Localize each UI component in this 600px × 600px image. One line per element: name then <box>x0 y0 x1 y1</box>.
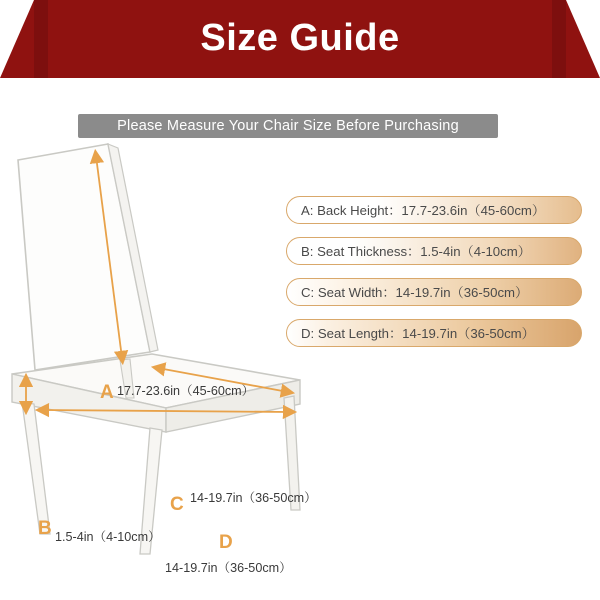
measure-instruction-banner: Please Measure Your Chair Size Before Purchasing <box>78 114 498 138</box>
label-value-seat-length: 14-19.7in（36-50cm） <box>165 561 292 575</box>
label-letter-d: D <box>219 532 233 553</box>
label-value-seat-thickness: 1.5-4in（4-10cm） <box>55 530 161 544</box>
page-title: Size Guide <box>200 17 400 59</box>
chair-diagram <box>0 130 340 575</box>
chair-leg-front-left <box>22 402 50 534</box>
label-letter-b: B <box>38 518 52 539</box>
chair-backrest <box>18 144 150 370</box>
header-banner <box>0 0 600 78</box>
legend-item-seat-thickness: B: Seat Thickness：1.5-4in（4-10cm） <box>286 237 582 265</box>
legend-item-seat-width: C: Seat Width：14-19.7in（36-50cm） <box>286 278 582 306</box>
legend-item-seat-length: D: Seat Length：14-19.7in（36-50cm） <box>286 319 582 347</box>
label-letter-c: C <box>170 494 184 515</box>
label-letter-a: A <box>100 382 114 403</box>
label-value-back-height: 17.7-23.6in（45-60cm） <box>117 384 255 398</box>
legend-item-back-height: A: Back Height：17.7-23.6in（45-60cm） <box>286 196 582 224</box>
label-value-seat-width: 14-19.7in（36-50cm） <box>190 491 317 505</box>
